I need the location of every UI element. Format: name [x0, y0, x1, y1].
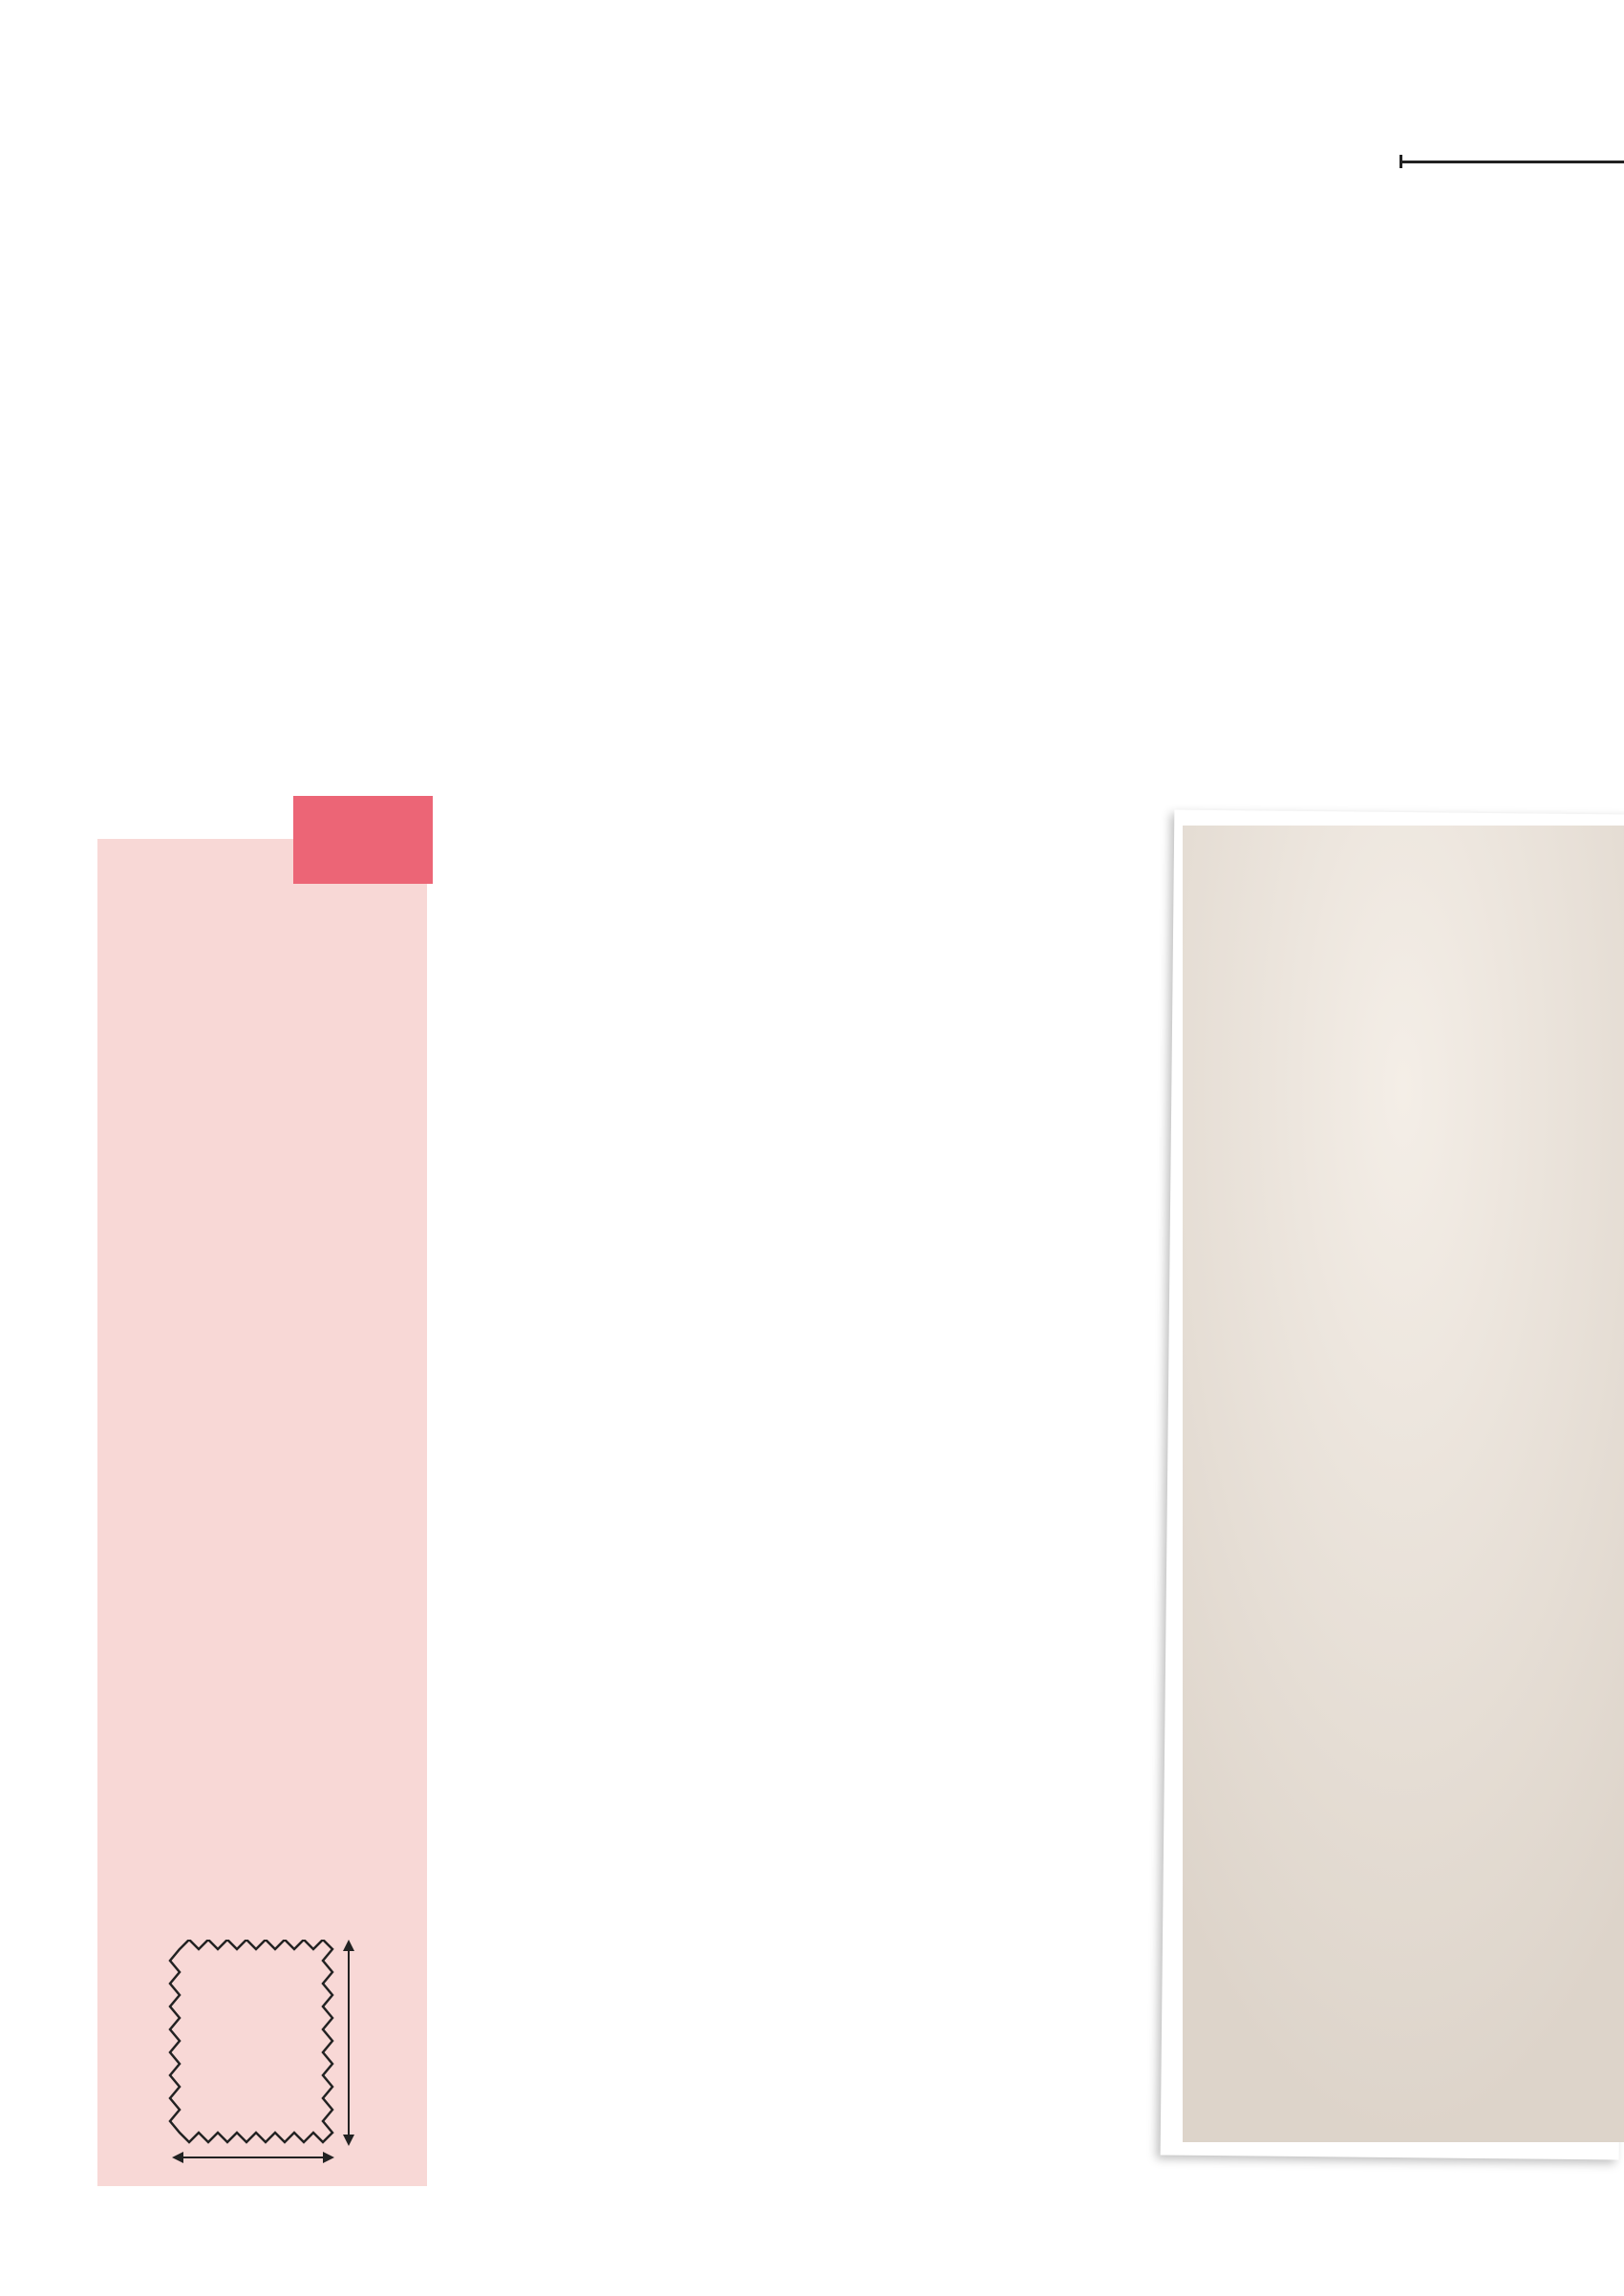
column-1	[464, 858, 789, 879]
blanket-outline	[170, 1940, 332, 2142]
blanket-photo	[1183, 826, 1624, 2142]
blanket-photo-illustration	[1183, 826, 1624, 2142]
height-arrow	[343, 1940, 354, 2146]
section-rule	[1400, 161, 1624, 163]
sidebar-content	[122, 855, 409, 888]
section-rule-tick	[1400, 155, 1402, 168]
width-arrow	[172, 2152, 334, 2163]
size-diagram	[162, 1940, 392, 2188]
column-2	[829, 858, 1154, 879]
